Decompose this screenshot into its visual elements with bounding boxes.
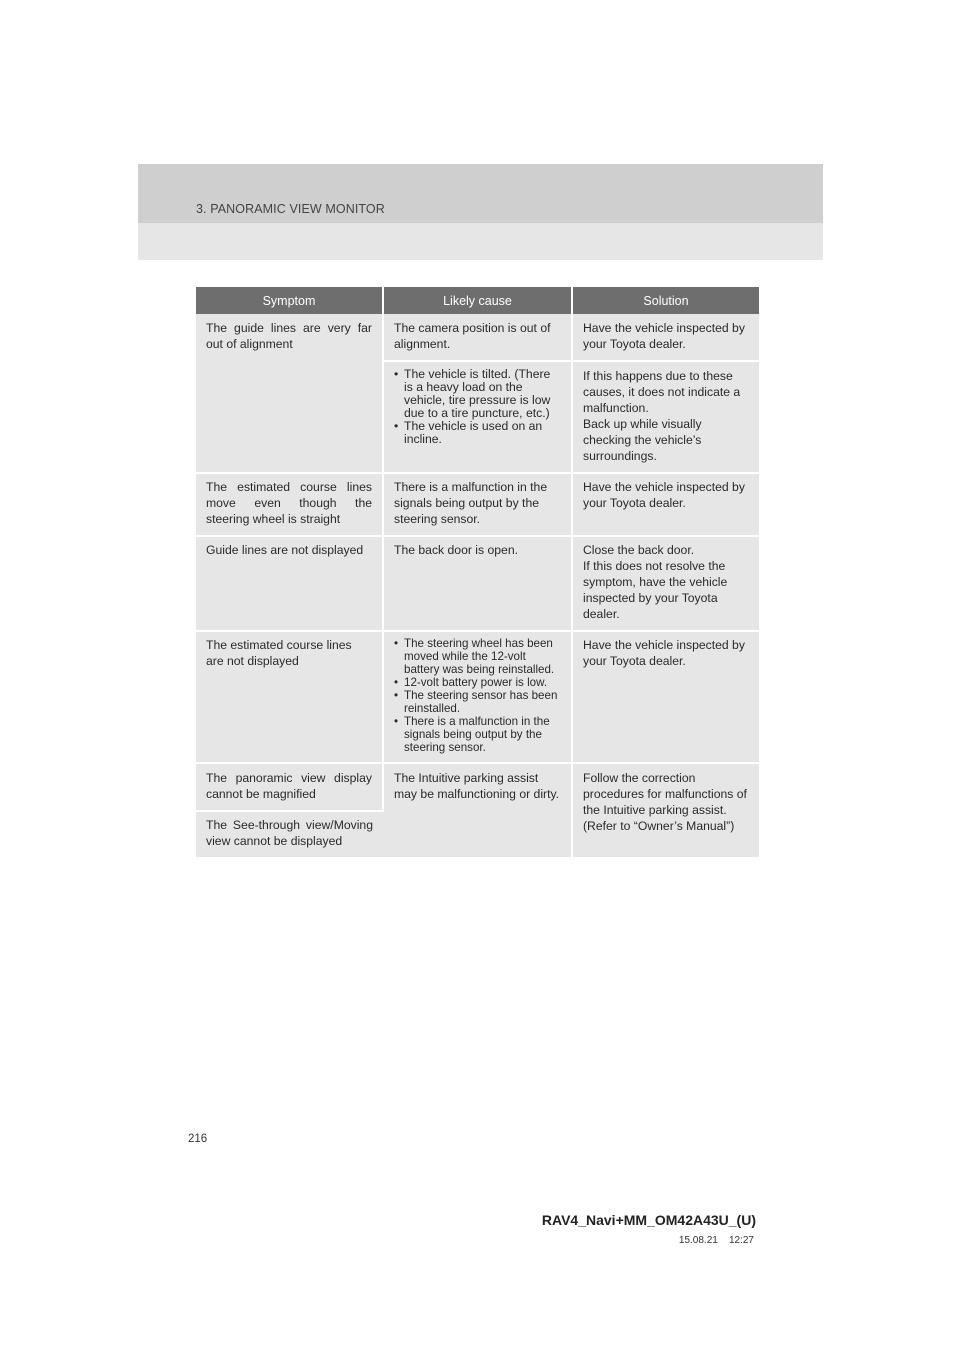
print-time: 12:27 bbox=[728, 1235, 754, 1246]
solution-cell bbox=[572, 361, 759, 473]
solution-cell: Follow the correction procedures for malfunctions of the Intuitive parking assist. (Refer to “Owner’s Manual”) bbox=[572, 763, 759, 858]
symptom-cell: The panoramic view display cannot be magnified bbox=[196, 763, 383, 811]
cause-cell: The back door is open. bbox=[383, 536, 572, 631]
symptom-cell: Guide lines are not displayed bbox=[196, 536, 383, 631]
page-number: 216 bbox=[188, 1133, 208, 1145]
solution-cell bbox=[572, 536, 759, 631]
cause-bullet: • The steering sensor has been reinstalled. bbox=[394, 689, 561, 715]
table-row bbox=[196, 763, 759, 811]
cause-cell: The camera position is out of alignment. bbox=[383, 314, 572, 361]
solution-text: Back up while visually checking the vehicle’s surroundings. bbox=[583, 417, 702, 463]
cause-bullet: • The vehicle is tilted. (There is a heavy load on the vehicle, tire pressure is low due to a tire puncture, etc.) bbox=[394, 368, 561, 420]
table-row bbox=[196, 536, 759, 631]
solution-cell: Have the vehicle inspected by your Toyota dealer. bbox=[572, 314, 759, 361]
document-code: RAV4_Navi+MM_OM42A43U_(U) bbox=[541, 1212, 756, 1228]
cause-bullet: • There is a malfunction in the signals being output by the steering sensor. bbox=[394, 715, 561, 754]
print-date: 15.08.21 bbox=[678, 1235, 718, 1246]
solution-text: Close the back door. bbox=[583, 543, 695, 557]
header-top-bar bbox=[138, 164, 823, 223]
table-header-row bbox=[196, 287, 759, 314]
print-timestamp bbox=[679, 1235, 754, 1246]
column-header-likely-cause: Likely cause bbox=[383, 287, 572, 314]
cause-bullet: • 12-volt battery power is low. bbox=[394, 676, 561, 689]
cause-bullet: • The steering wheel has been moved while the 12-volt battery was being reinstalled. bbox=[394, 637, 561, 676]
cause-cell: The Intuitive parking assist may be malfunctioning or dirty. bbox=[383, 763, 572, 858]
column-header-solution: Solution bbox=[572, 287, 759, 314]
cause-cell bbox=[383, 361, 572, 473]
section-title: 3. PANORAMIC VIEW MONITOR bbox=[196, 202, 385, 216]
table-row bbox=[196, 314, 759, 361]
solution-cell: Have the vehicle inspected by your Toyota dealer. bbox=[572, 473, 759, 536]
symptom-cell: The estimated course lines are not displayed bbox=[196, 631, 383, 763]
table-row bbox=[196, 473, 759, 536]
troubleshooting-table bbox=[196, 287, 759, 859]
solution-cell: Have the vehicle inspected by your Toyota dealer. bbox=[572, 631, 759, 763]
solution-text: If this does not resolve the symptom, have the vehicle inspected by your Toyota dealer. bbox=[583, 559, 728, 621]
table-row bbox=[196, 631, 759, 763]
header-band bbox=[138, 164, 823, 260]
symptom-cell: The estimated course lines move even though the steering wheel is straight bbox=[196, 473, 383, 536]
cause-cell bbox=[383, 631, 572, 763]
symptom-cell: The guide lines are very far out of alignment bbox=[196, 314, 383, 473]
cause-bullet: • The vehicle is used on an incline. bbox=[394, 420, 561, 446]
symptom-cell: The See-through view/Moving view cannot be displayed bbox=[196, 811, 383, 858]
solution-text: If this happens due to these causes, it does not indicate a malfunction. bbox=[583, 369, 741, 415]
column-header-symptom: Symptom bbox=[196, 287, 383, 314]
cause-cell: There is a malfunction in the signals being output by the steering sensor. bbox=[383, 473, 572, 536]
